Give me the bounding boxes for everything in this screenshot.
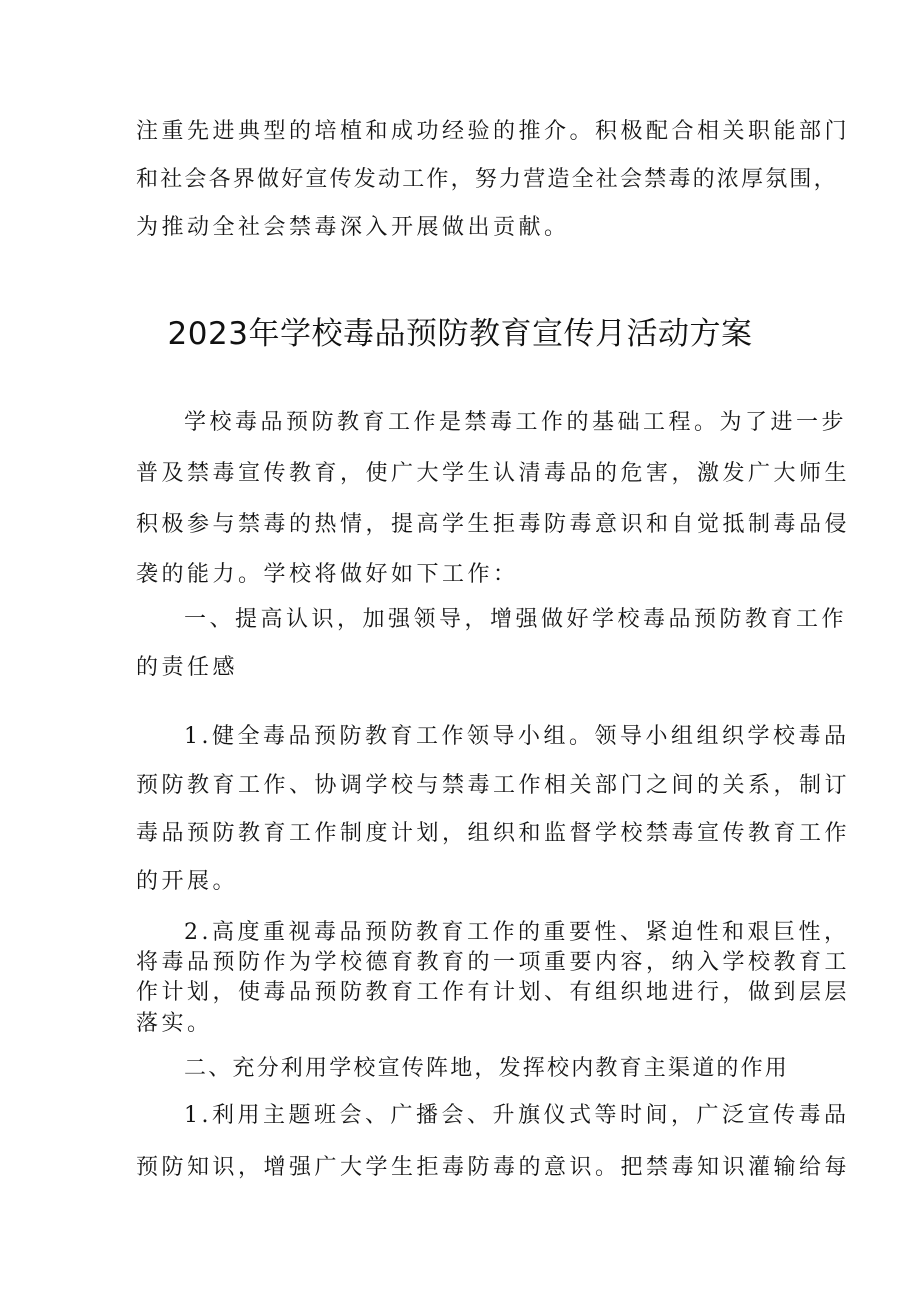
section-heading: 一、提高认识，加强领导，增强做好学校毒品预防教育工作 xyxy=(184,607,848,632)
paragraph-line: 注重先进典型的培植和成功经验的推介。积极配合相关职能部门 xyxy=(136,119,851,144)
paragraph-line: 为推动全社会禁毒深入开展做出贡献。 xyxy=(136,215,570,240)
paragraph-line: 将毒品预防作为学校德育教育的一项重要内容，纳入学校教育工 xyxy=(136,950,851,975)
paragraph-line: 1.利用主题班会、广播会、升旗仪式等时间，广泛宣传毒品 xyxy=(184,1103,850,1128)
section-heading: 二、充分利用学校宣传阵地，发挥校内教育主渠道的作用 xyxy=(184,1056,790,1081)
paragraph-line: 预防教育工作、协调学校与禁毒工作相关部门之间的关系，制订 xyxy=(136,773,851,798)
section-heading: 的责任感 xyxy=(136,655,239,680)
paragraph-line: 普及禁毒宣传教育，使广大学生认清毒品的危害，激发广大师生 xyxy=(136,461,851,486)
document-title: 2023年学校毒品预防教育宣传月活动方案 xyxy=(167,316,753,352)
paragraph-line: 袭的能力。学校将做好如下工作： xyxy=(136,562,519,587)
paragraph-line: 1.健全毒品预防教育工作领导小组。领导小组组织学校毒品 xyxy=(184,724,850,749)
paragraph-line: 作计划，使毒品预防教育工作有计划、有组织地进行，做到层层 xyxy=(136,980,851,1005)
paragraph-line: 2.高度重视毒品预防教育工作的重要性、紧迫性和艰巨性， xyxy=(184,920,850,945)
paragraph-line: 落实。 xyxy=(136,1011,213,1036)
paragraph-line: 学校毒品预防教育工作是禁毒工作的基础工程。为了进一步 xyxy=(184,410,848,435)
paragraph-line: 和社会各界做好宣传发动工作，努力营造全社会禁毒的浓厚氛围， xyxy=(136,167,838,192)
paragraph-line: 的开展。 xyxy=(136,869,239,894)
paragraph-line: 毒品预防教育工作制度计划，组织和监督学校禁毒宣传教育工作 xyxy=(136,821,851,846)
paragraph-line: 预防知识，增强广大学生拒毒防毒的意识。把禁毒知识灌输给每 xyxy=(136,1155,851,1180)
paragraph-line: 积极参与禁毒的热情，提高学生拒毒防毒意识和自觉抵制毒品侵 xyxy=(136,512,851,537)
